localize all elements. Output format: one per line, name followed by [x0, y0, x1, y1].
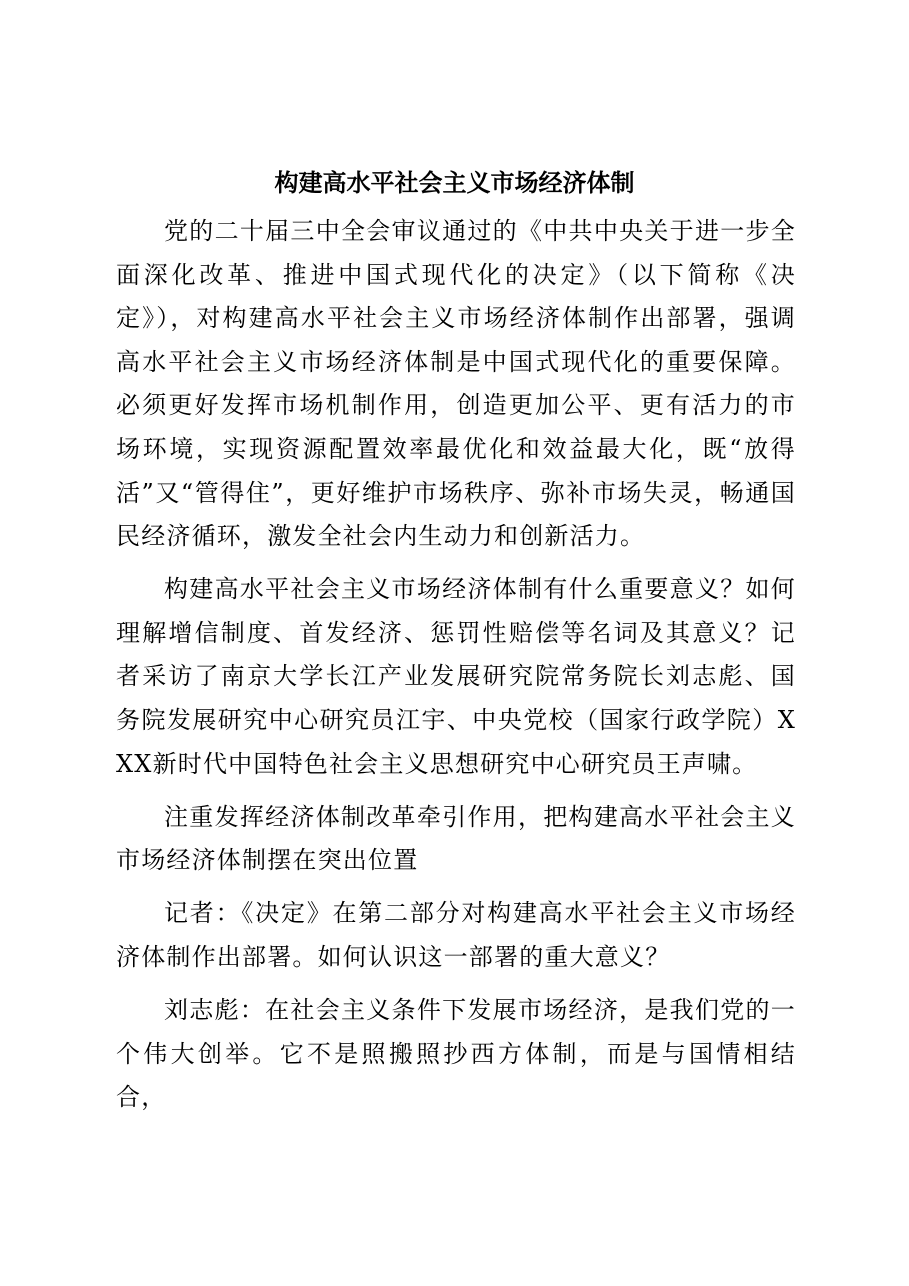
paragraph-intro: 党的二十届三中全会审议通过的《中共中央关于进一步全面深化改革、推进中国式现代化的决定》（以下简称《决定》），对构建高水平社会主义市场经济体制作出部署，强调高水平社会主义市场经济体制是中国式现代化的重要保障。必须更好发挥市场机制作用，创造更加公平、更有活力的市场环境，实现资源配置效率最优化和效益最大化，既“放得活”又“管得住”，更好维护市场秩序、弥补市场失灵，畅通国民经济循环，激发全社会内生动力和创新活力。: [116, 217, 796, 551]
paragraph-reporter-question: 记者：《决定》在第二部分对构建高水平社会主义市场经济体制作出部署。如何认识这一部署的重大意义？: [116, 899, 796, 971]
document-title: 构建高水平社会主义市场经济体制: [274, 168, 635, 197]
document-body: [116, 210, 796, 1129]
paragraph-answer: 刘志彪：在社会主义条件下发展市场经济，是我们党的一个伟大创举。它不是照搬照抄西方体制，而是与国情相结合，: [116, 996, 796, 1112]
section-heading: 注重发挥经济体制改革牵引作用，把构建高水平社会主义市场经济体制摆在突出位置: [116, 802, 796, 875]
paragraph-questions: 构建高水平社会主义市场经济体制有什么重要意义？如何理解增信制度、首发经济、惩罚性赔偿等名词及其意义？记者采访了南京大学长江产业发展研究院常务院长刘志彪、国务院发展研究中心研究员江宇、中央党校（国家行政学院）XXX新时代中国特色社会主义思想研究中心研究员王声啸。: [116, 575, 796, 778]
